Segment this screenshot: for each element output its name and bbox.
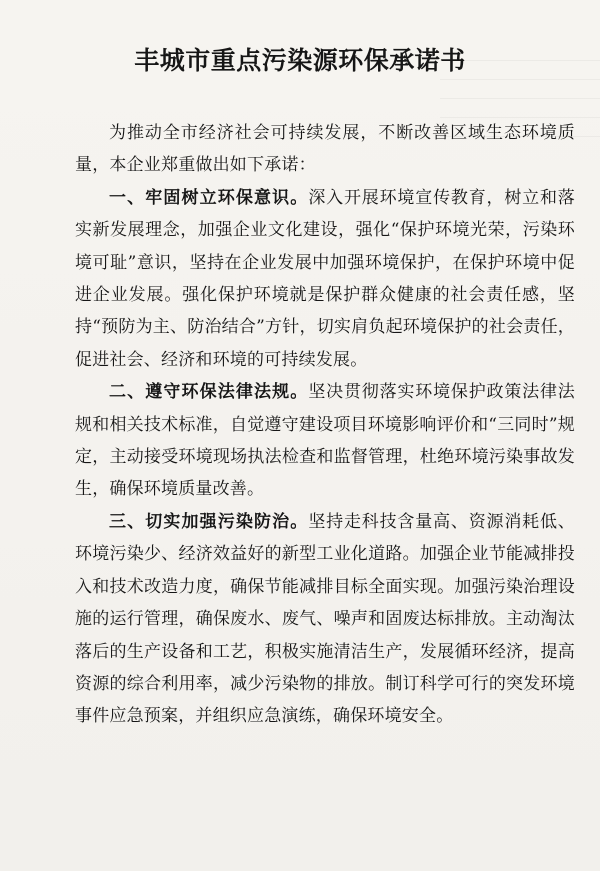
section-3-heading: 三、切实加强污染防治。 [109, 511, 309, 532]
intro-paragraph: 为推动全市经济社会可持续发展，不断改善区域生态环境质量，本企业郑重做出如下承诺： [75, 123, 575, 176]
section-1-body: 深入开展环境宣传教育，树立和落实新发展理念，加强企业文化建设，强化“保护环境光荣，污染环境可耻”意识，坚持在企业发展中加强环境保护，在保护环境中促进企业发展。强化保护环境就是保护群众健康的社会责任感，坚持“预防为主、防治结合”方针，切实肩负起环境保护的社会责任，促进社会、经济和环境的可持续发展。 [75, 187, 576, 370]
section-1-paragraph [75, 182, 575, 376]
section-2-body: 坚决贯彻落实环境保护政策法律法规和相关技术标准，自觉遵守建设项目环境影响评价和“三同时”规定，主动接受环境现场执法检查和监督管理，杜绝环境污染事故发生，确保环境质量改善。 [75, 382, 576, 500]
section-3-body: 坚持走科技含量高、资源消耗低、环境污染少、经济效益好的新型工业化道路。加强企业节能减排投入和技术改造力度，确保节能减排目标全面实现。加强污染治理设施的运行管理，确保废水、废气、噪声和固废达标排放。主动淘汰落后的生产设备和工艺，积极实施清洁生产，发展循环经济，提高资源的综合利用率，减少污染物的排放。制订科学可行的突发环境事件应急预案，并组织应急演练，确保环境安全。 [75, 511, 576, 727]
section-2-paragraph [75, 376, 575, 506]
document-title: 丰城市重点污染源环保承诺书 [134, 46, 466, 75]
document-body [75, 117, 575, 733]
section-2-heading: 二、遵守环保法律法规。 [109, 382, 309, 403]
section-1-heading: 一、牢固树立环保意识。 [109, 187, 309, 208]
section-3-paragraph [75, 506, 575, 733]
